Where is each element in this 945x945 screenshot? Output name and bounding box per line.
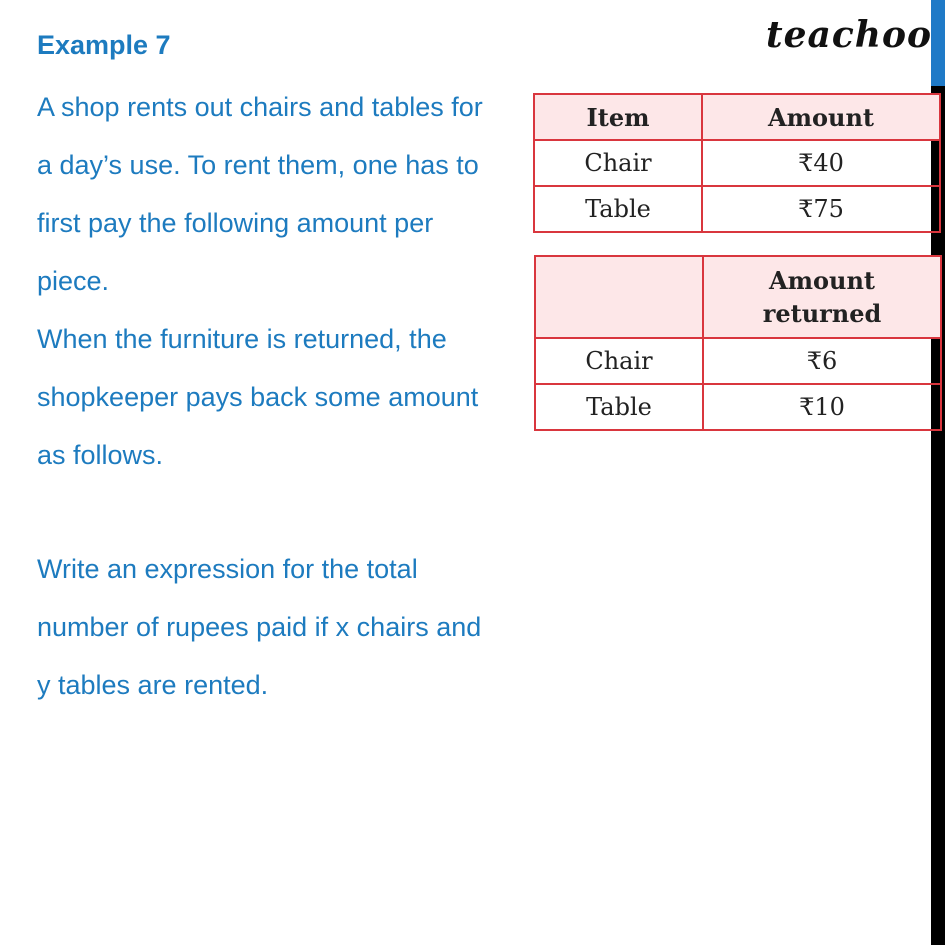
cell-amount: ₹6 (703, 338, 941, 384)
task-text (37, 540, 527, 714)
question-line: a day’s use. To rent them, one has to (37, 150, 479, 180)
table-row (535, 338, 941, 384)
cell-item: Chair (535, 338, 703, 384)
header-empty (535, 256, 703, 338)
header-line: Amount (768, 266, 875, 295)
question-line: A shop rents out chairs and tables for (37, 92, 483, 122)
cell-item: Chair (534, 140, 702, 186)
header-item: Item (534, 94, 702, 140)
cell-amount: ₹10 (703, 384, 941, 430)
question-line: first pay the following amount per (37, 208, 434, 238)
return-amount-table (534, 255, 942, 431)
question-line: When the furniture is returned, the (37, 324, 447, 354)
cell-amount: ₹40 (702, 140, 940, 186)
example-heading: Example 7 (37, 30, 171, 60)
cell-item: Table (534, 186, 702, 232)
rent-amount-table (533, 93, 941, 233)
task-line: Write an expression for the total (37, 554, 418, 584)
task-line: y tables are rented. (37, 670, 269, 700)
cell-item: Table (535, 384, 703, 430)
task-line: number of rupees paid if x chairs and (37, 612, 482, 642)
header-line: returned (762, 299, 882, 328)
table-row (534, 186, 940, 232)
question-text (37, 78, 527, 484)
table-header-row (534, 94, 940, 140)
question-line: piece. (37, 266, 110, 296)
cell-amount: ₹75 (702, 186, 940, 232)
table-row (535, 384, 941, 430)
table-header-row (535, 256, 941, 338)
teachoo-logo: teachoo (766, 14, 932, 56)
question-line: shopkeeper pays back some amount (37, 382, 479, 412)
table-row (534, 140, 940, 186)
right-edge-accent (931, 0, 945, 86)
header-amount-returned (703, 256, 941, 338)
header-amount: Amount (702, 94, 940, 140)
question-line: as follows. (37, 440, 164, 470)
